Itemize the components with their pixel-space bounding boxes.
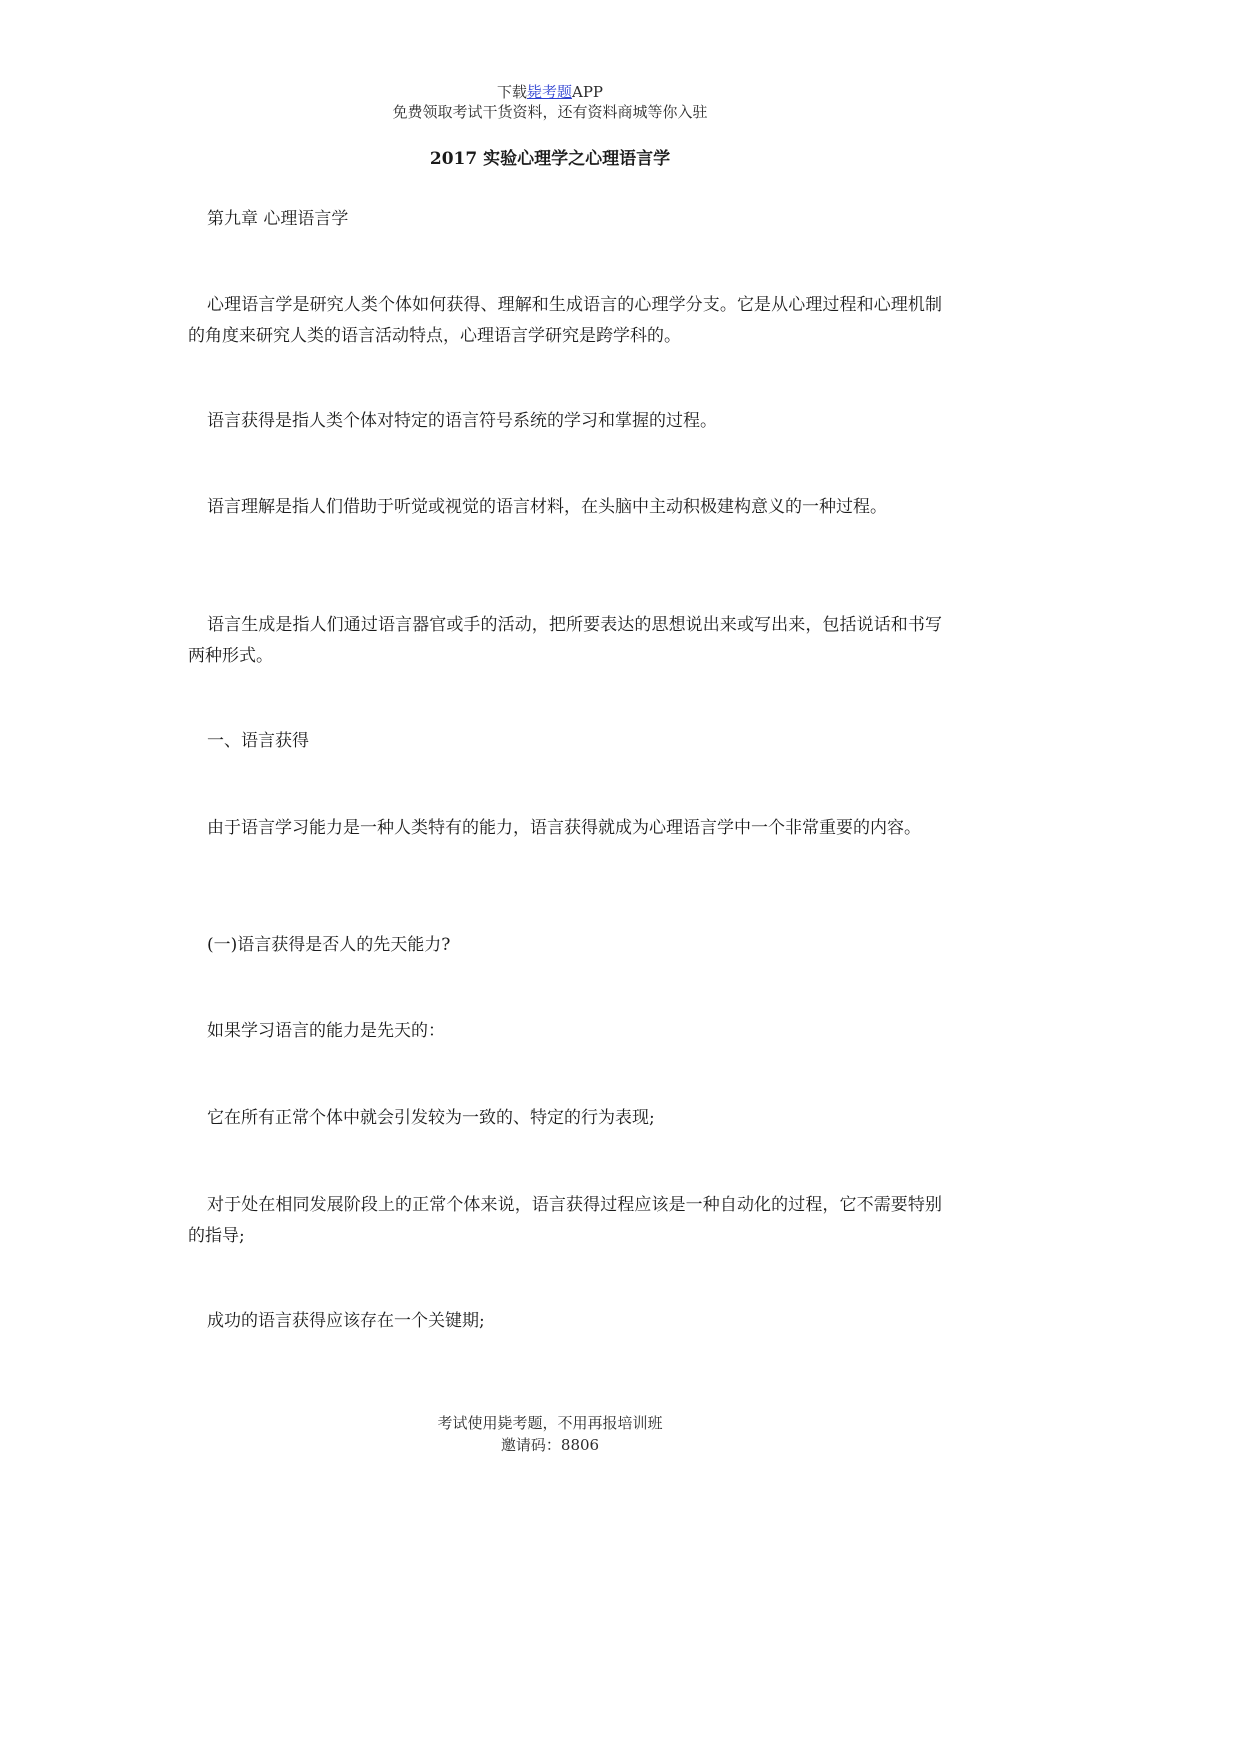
- paragraph: 它在所有正常个体中就会引发较为一致的、特定的行为表现;: [207, 1108, 655, 1128]
- paragraph: 由于语言学习能力是一种人类特有的能力，语言获得就成为心理语言学中一个非常重要的内容。: [207, 818, 921, 838]
- paragraph: 对于处在相同发展阶段上的正常个体来说，语言获得过程应该是一种自动化的过程，它不需要特别的指导;: [188, 1195, 942, 1246]
- app-link[interactable]: 毙考题: [526, 83, 572, 101]
- subsection-heading: (一)语言获得是否人的先天能力?: [207, 935, 451, 955]
- download-suffix: APP: [572, 83, 604, 101]
- download-line: [0, 82, 1100, 102]
- download-prefix: 下载: [496, 83, 527, 101]
- footer-slogan: 考试使用毙考题，不用再报培训班: [437, 1414, 663, 1432]
- paragraph: 如果学习语言的能力是先天的：: [207, 1021, 445, 1041]
- paragraph: 语言获得是指人类个体对特定的语言符号系统的学习和掌握的过程。: [207, 411, 717, 431]
- paragraph: 语言理解是指人们借助于听觉或视觉的语言材料，在头脑中主动积极建构意义的一种过程。: [207, 497, 887, 517]
- section-heading: 一、语言获得: [207, 731, 309, 751]
- invite-code: 邀请码：8806: [500, 1436, 600, 1454]
- page-header: [0, 82, 1100, 122]
- header-tagline: 免费领取考试干货资料，还有资料商城等你入驻: [392, 103, 708, 121]
- paragraph: 心理语言学是研究人类个体如何获得、理解和生成语言的心理学分支。它是从心理过程和心理机制的角度来研究人类的语言活动特点，心理语言学研究是跨学科的。: [188, 295, 942, 346]
- page-footer: [0, 1412, 1100, 1456]
- document-title: 2017 实验心理学之心理语言学: [429, 149, 671, 169]
- chapter-heading: 第九章 心理语言学: [207, 209, 349, 229]
- paragraph: 语言生成是指人们通过语言器官或手的活动，把所要表达的思想说出来或写出来，包括说话和书写两种形式。: [188, 615, 942, 666]
- paragraph: 成功的语言获得应该存在一个关键期;: [207, 1311, 485, 1331]
